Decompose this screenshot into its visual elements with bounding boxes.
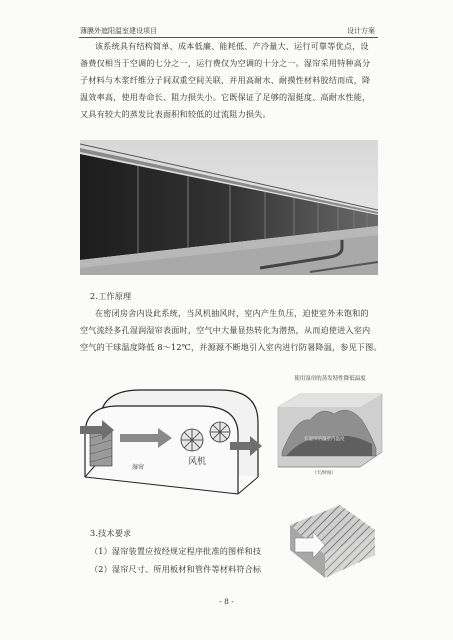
honeycomb-pad-image: [285, 500, 380, 580]
text-line: （1）湿帘装置应按经规定程序批准的图样和技: [90, 546, 262, 556]
section-3-title: 3.技术要求: [90, 528, 132, 538]
text-line: 备费仅相当于空调的七分之一，运行费仅为空调的十分之一。湿帘采用特种高分: [80, 58, 371, 68]
text-line: 空气流经多孔湿润湿帘表面时，空气中大量显热转化为潜热，从而迫使进入室内: [80, 325, 371, 335]
pad-label: 湿帘: [132, 464, 145, 471]
chart-image-axis-label: （天/时间）: [312, 471, 337, 476]
fan-label: 风机: [188, 457, 207, 467]
text-line: 在密闭房舍内设此系统，当风机抽风时，室内产生负压，迫使室外未饱和的: [95, 308, 369, 318]
text-line: 空气的干球温度降低 8～12℃，并源源不断地引入室内进行防暑降温，参见下图。: [80, 342, 382, 352]
page-number: - 8 -: [219, 597, 234, 606]
chart-image-inner-label: 有湿帘的温室内温度: [304, 437, 345, 442]
text-line: （2）湿帘尺寸、所用板材和管件等材料符合标: [90, 564, 262, 574]
evaporation-chart-image: [276, 372, 384, 482]
cooling-pad-photo: [80, 140, 378, 275]
section-2-title: 2.工作原理: [90, 291, 132, 301]
text-line: 该系统具有结构简单、成本低廉、能耗低、产冷量大、运行可靠等优点，设: [95, 41, 369, 51]
text-line: 温效率高，使用寿命长、阻力损失小。它既保证了足够的湿挺度、高耐水性能，: [80, 92, 371, 102]
text-line: 子材料与木浆纤维分子间双重空间关联，并用高耐水、耐摸性材料胶结而成，降: [80, 75, 371, 85]
text-line: 又具有较大的蒸发比表面积和较低的过流阻力损失。: [80, 109, 271, 119]
airflow-diagram: [80, 382, 268, 500]
header-doc-type: 设计方案: [347, 27, 375, 35]
chart-image-title: 使用湿帘的蒸发特性降低温度: [294, 376, 366, 382]
header-project-title: 薄膜外遮阳温室建设项目: [80, 27, 157, 35]
